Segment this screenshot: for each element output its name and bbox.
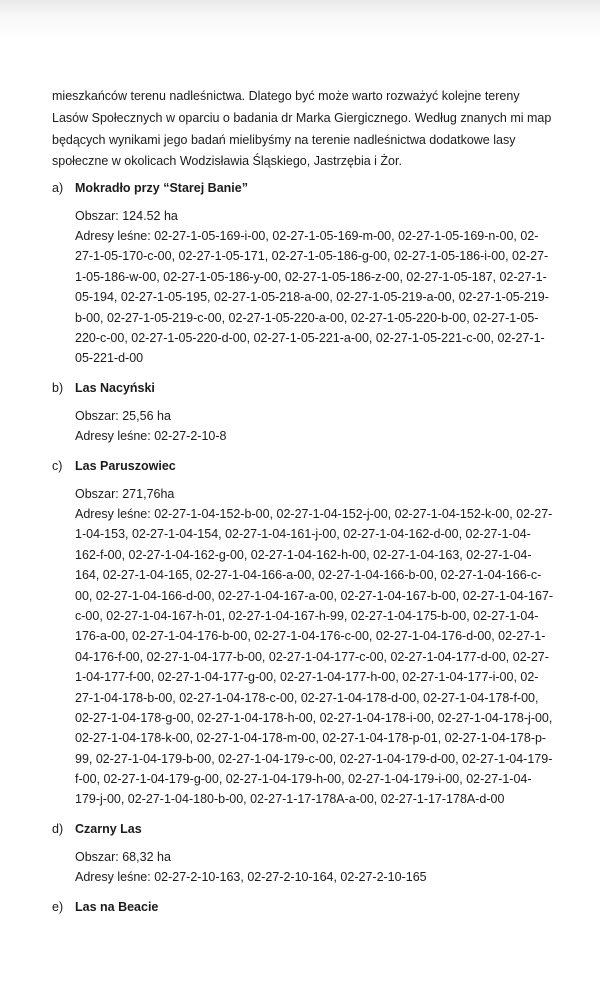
section-heading	[52, 377, 582, 399]
address-line: c-00, 02-27-1-04-167-h-01, 02-27-1-04-167-h-99, 02-27-1-04-175-b-00, 02-27-1-04-	[75, 608, 539, 623]
intro-line: mieszkańców terenu nadleśnictwa. Dlatego być może warto rozważyć kolejne tereny	[52, 89, 520, 103]
section-heading	[52, 896, 582, 918]
area-text: Obszar: 124.52 ha	[75, 208, 178, 223]
address-line: 04-176-f-00, 02-27-1-04-177-b-00, 02-27-1-04-177-c-00, 02-27-1-04-177-d-00, 02-27-	[75, 649, 549, 664]
section-heading	[52, 818, 582, 840]
list-marker: a)	[52, 181, 64, 196]
address-line: 1-05-186-w-00, 02-27-1-05-186-y-00, 02-27-1-05-186-z-00, 02-27-1-05-187, 02-27-1-	[75, 269, 547, 284]
list-item-section-c	[52, 455, 582, 810]
section-title: Czarny Las	[75, 822, 142, 837]
list-marker: c)	[52, 459, 63, 474]
address-line: f-00, 02-27-1-04-179-g-00, 02-27-1-04-179-h-00, 02-27-1-04-179-i-00, 02-27-1-04-	[75, 772, 532, 787]
address-line: 27-1-04-178-b-00, 02-27-1-04-178-c-00, 02-27-1-04-178-d-00, 02-27-1-04-178-f-00,	[75, 690, 539, 705]
address-line: 220-c-00, 02-27-1-05-220-d-00, 02-27-1-05-221-a-00, 02-27-1-05-221-c-00, 02-27-1-	[75, 331, 545, 346]
section-details	[75, 484, 582, 810]
address-line: 164, 02-27-1-04-165, 02-27-1-04-166-a-00, 02-27-1-04-166-b-00, 02-27-1-04-166-c-	[75, 568, 542, 583]
section-title: Las Nacyński	[75, 381, 155, 396]
intro-line: będących wynikami jego badań mielibyśmy na terenie nadleśnictwa dodatkowe lasy	[52, 132, 516, 147]
address-line: Adresy leśne: 02-27-2-10-163, 02-27-2-10-164, 02-27-2-10-165	[75, 870, 427, 885]
address-line: 179-j-00, 02-27-1-04-180-b-00, 02-27-1-17-178A-a-00, 02-27-1-17-178A-d-00	[75, 792, 505, 807]
list-marker: e)	[52, 900, 64, 915]
page-content	[52, 86, 582, 918]
address-line: 162-f-00, 02-27-1-04-162-g-00, 02-27-1-04-162-h-00, 02-27-1-04-163, 02-27-1-04-	[75, 547, 532, 562]
list-item-section-d	[52, 818, 582, 887]
intro-line: społeczne w okolicach Wodzisławia Śląskiego, Jastrzębia i Żor.	[52, 154, 402, 169]
address-line: 02-27-1-04-178-g-00, 02-27-1-04-178-h-00, 02-27-1-04-178-i-00, 02-27-1-04-178-j-00,	[75, 710, 553, 725]
list-item-section-a	[52, 177, 582, 369]
section-title: Mokradło przy “Starej Banie”	[75, 181, 248, 196]
section-heading	[52, 455, 582, 477]
section-heading	[52, 177, 582, 199]
address-line: 1-04-153, 02-27-1-04-154, 02-27-1-04-161-j-00, 02-27-1-04-162-d-00, 02-27-1-04-	[75, 527, 531, 542]
area-text: Obszar: 68,32 ha	[75, 849, 171, 864]
address-line: Adresy leśne: 02-27-1-04-152-b-00, 02-27-1-04-152-j-00, 02-27-1-04-152-k-00, 02-27-	[75, 506, 553, 521]
list-marker: b)	[52, 381, 64, 396]
address-line: Adresy leśne: 02-27-1-05-169-i-00, 02-27-1-05-169-m-00, 02-27-1-05-169-n-00, 02-	[75, 229, 539, 244]
section-title: Las na Beacie	[75, 900, 159, 915]
address-line: 1-04-177-f-00, 02-27-1-04-177-g-00, 02-27-1-04-177-h-00, 02-27-1-04-177-i-00, 02-	[75, 670, 539, 685]
address-line: 176-a-00, 02-27-1-04-176-b-00, 02-27-1-04-176-c-00, 02-27-1-04-176-d-00, 02-27-1-	[75, 629, 546, 644]
address-line: 99, 02-27-1-04-179-b-00, 02-27-1-04-179-c-00, 02-27-1-04-179-d-00, 02-27-1-04-179-	[75, 751, 553, 766]
address-line: 05-194, 02-27-1-05-195, 02-27-1-05-218-a-00, 02-27-1-05-219-a-00, 02-27-1-05-219-	[75, 290, 549, 305]
section-details	[75, 406, 582, 447]
address-line: 00, 02-27-1-04-166-d-00, 02-27-1-04-167-a-00, 02-27-1-04-167-b-00, 02-27-1-04-167-	[75, 588, 554, 603]
section-title: Las Paruszowiec	[75, 459, 176, 474]
address-line: 05-221-d-00	[75, 351, 144, 366]
section-details	[75, 847, 582, 888]
address-line: b-00, 02-27-1-05-219-c-00, 02-27-1-05-220-a-00, 02-27-1-05-220-b-00, 02-27-1-05-	[75, 310, 539, 325]
area-text: Obszar: 25,56 ha	[75, 408, 171, 423]
list-item-section-b	[52, 377, 582, 446]
intro-line: Lasów Społecznych w oparciu o badania dr Marka Giergicznego. Według znanych mi map	[52, 110, 552, 125]
section-details	[75, 206, 582, 369]
intro-paragraph	[52, 86, 582, 173]
area-text: Obszar: 271,76ha	[75, 486, 175, 501]
address-line: Adresy leśne: 02-27-2-10-8	[75, 429, 227, 444]
list-item-section-e	[52, 896, 582, 918]
list-marker: d)	[52, 822, 64, 837]
address-line: 02-27-1-04-178-k-00, 02-27-1-04-178-m-00, 02-27-1-04-178-p-01, 02-27-1-04-178-p-	[75, 731, 547, 746]
address-line: 27-1-05-170-c-00, 02-27-1-05-171, 02-27-1-05-186-g-00, 02-27-1-05-186-i-00, 02-27-	[75, 249, 549, 264]
